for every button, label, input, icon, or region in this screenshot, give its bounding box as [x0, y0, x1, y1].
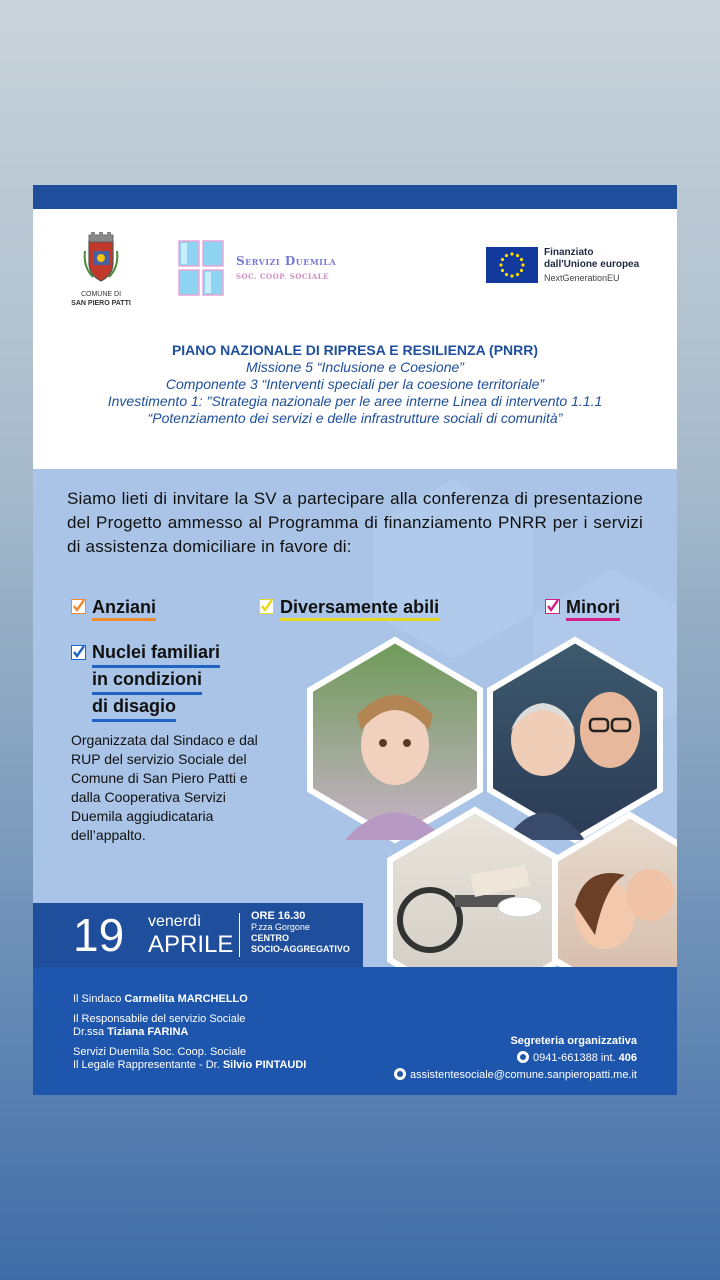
signature-coop [73, 1046, 306, 1072]
sindaco-name: Carmelita MARCHELLO [124, 993, 248, 1005]
eu-text-line3: NextGenerationEU [544, 273, 620, 283]
phone-int: 406 [618, 1052, 637, 1064]
email-icon [394, 1068, 406, 1080]
phone-int-label: int. [600, 1052, 616, 1064]
event-venue-line2: SOCIO-AGGREGATIVO [251, 944, 350, 954]
photo-child [310, 640, 480, 840]
pnrr-title: PIANO NAZIONALE DI RIPRESA E RESILIENZA (PNRR) [171, 342, 539, 358]
sindaco-role: Il Sindaco [73, 993, 122, 1005]
legal-role: Il Legale Rappresentante - Dr. [73, 1059, 220, 1071]
category-nuclei-line2: in condizioni [92, 668, 202, 695]
eu-flag-icon [486, 247, 538, 283]
date-weekday: venerdì [148, 913, 202, 930]
category-minori-label: Minori [566, 597, 620, 621]
phone-number[interactable]: 0941-661388 [532, 1052, 598, 1064]
servizi-duemila-subtitle: SOC. COOP. SOCIALE [236, 272, 329, 281]
signature-responsabile [73, 1013, 306, 1039]
date-bar [33, 903, 363, 967]
servizi-duemila-logo [178, 240, 338, 296]
eu-logo [486, 247, 656, 287]
category-diversamente-abili-label: Diversamente abili [280, 597, 439, 621]
email-address[interactable]: assistentesociale@comune.sanpieropatti.me.it [409, 1069, 637, 1081]
potenziamento-line: “Potenziamento dei servizi e delle infrastrutture sociali di comunità” [147, 410, 563, 426]
date-month: APRILE [148, 931, 234, 958]
eu-text-line2: dall'Unione europea [544, 259, 640, 270]
coop-line: Servizi Duemila Soc. Coop. Sociale [73, 1046, 247, 1058]
organized-text: Organizzata dal Sindaco e dal RUP del servizio Sociale del Comune di San Piero Patti e dalla Cooperativa Servizi Duemila aggiudicataria dell’appalto. [71, 732, 258, 843]
event-info [251, 911, 350, 955]
event-place: P.zza Gorgone [251, 922, 310, 932]
top-bar [33, 185, 677, 209]
comune-logo [69, 231, 133, 308]
event-time: ORE 16.30 [251, 910, 306, 922]
componente-line: Componente 3 “Interventi speciali per la coesione territoriale” [165, 376, 545, 392]
category-nuclei-familiari [71, 641, 220, 722]
checkmark-icon [545, 599, 560, 614]
eu-text-line1: Finanziato [544, 247, 594, 258]
investimento-line: Investimento 1: "Strategia nazionale per le aree interne Linea di intervento 1.1.1 [107, 393, 603, 409]
responsabile-title: Dr.ssa [73, 1026, 105, 1038]
category-anziani-label: Anziani [92, 597, 156, 621]
windows-icon [178, 240, 224, 296]
signatures [73, 993, 306, 1079]
category-nuclei-line3: di disagio [92, 695, 176, 722]
signature-sindaco [73, 993, 306, 1006]
invite-text: Siamo lieti di invitare la SV a partecipare alla conferenza di presentazione del Progetto ammesso al Programma di finanziamento PNRR per i servizi di assistenza domiciliare in favore di: [67, 489, 643, 556]
checkmark-icon [71, 645, 86, 660]
date-separator [239, 913, 240, 957]
segreteria-label: Segreteria organizzativa [510, 1035, 637, 1047]
photo-elderly-couple [490, 640, 660, 840]
checkmark-icon [259, 599, 274, 614]
comune-label-line2: SAN PIERO PATTI [71, 300, 131, 307]
legal-name: Silvio PINTAUDI [222, 1059, 307, 1071]
email-row [394, 1067, 637, 1084]
responsabile-name: Tiziana FARINA [107, 1026, 189, 1038]
phone-icon [517, 1051, 529, 1063]
missione-line: Missione 5 “Inclusione e Coesione” [246, 359, 464, 375]
phone-row [394, 1050, 637, 1067]
checkmark-icon [71, 599, 86, 614]
crest-icon [81, 231, 121, 283]
pnrr-heading [33, 341, 677, 427]
contacts [394, 1033, 637, 1084]
category-nuclei-line1: Nuclei familiari [92, 641, 220, 668]
poster [33, 185, 677, 1095]
event-venue-line1: CENTRO [251, 933, 289, 943]
comune-label-line1: COMUNE DI [80, 291, 122, 298]
date-day-number: 19 [73, 909, 125, 961]
responsabile-role: Il Responsabile del servizio Sociale [73, 1013, 246, 1025]
category-diversamente-abili [259, 597, 439, 618]
servizi-duemila-name: Servizi Duemila [236, 254, 337, 268]
category-minori [545, 597, 620, 618]
category-anziani [71, 597, 156, 618]
